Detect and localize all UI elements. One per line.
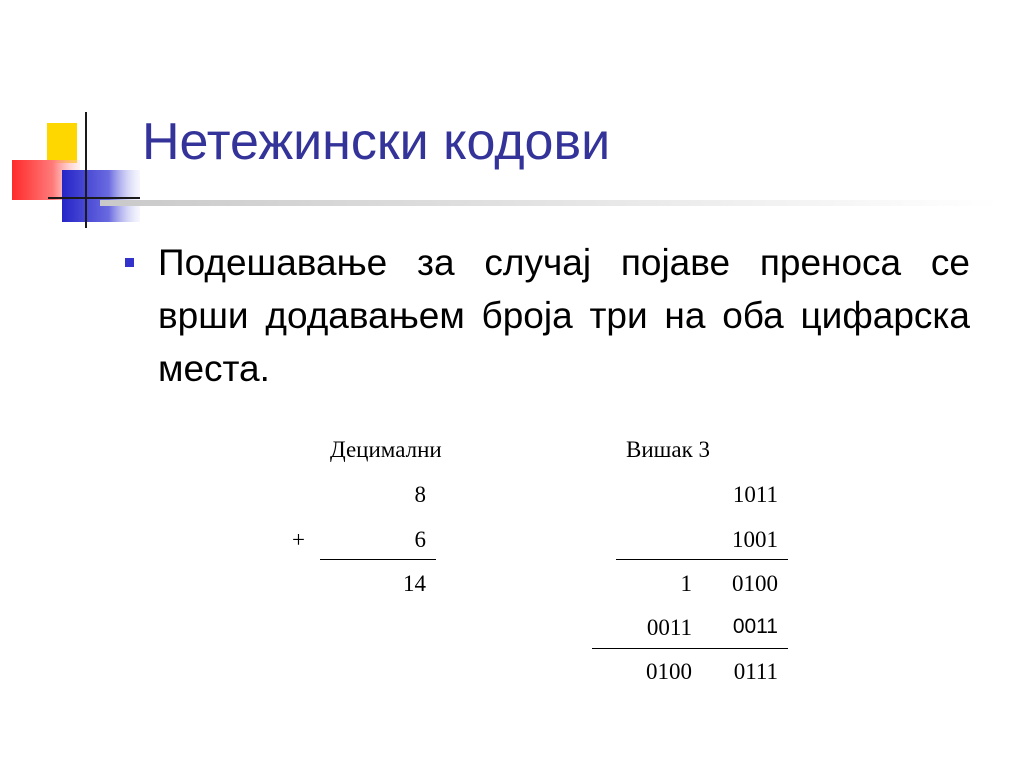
excess3-correction-line xyxy=(592,648,788,649)
excess3-operand-1: 1011 xyxy=(732,482,778,507)
decimal-operand-1: 8 xyxy=(414,482,426,507)
title-decoration xyxy=(0,0,140,230)
excess3-header: Вишак 3 xyxy=(626,437,710,462)
decimal-plus-sign: + xyxy=(292,527,305,552)
excess3-correction-low: 0011 xyxy=(732,615,778,638)
excess3-operand-2: 1001 xyxy=(732,527,778,552)
decimal-operand-2: 6 xyxy=(414,527,426,552)
decimal-header: Децимални xyxy=(330,437,442,462)
excess3-sum-low: 0100 xyxy=(732,571,778,596)
deco-blue-bar xyxy=(62,170,140,222)
decimal-sum-line xyxy=(320,559,436,560)
excess3-result-high: 0100 xyxy=(646,659,692,684)
excess3-carry-digit: 1 xyxy=(680,571,692,596)
excess3-result-low: 0111 xyxy=(733,659,778,684)
decimal-result: 14 xyxy=(403,571,426,596)
excess3-sum-line xyxy=(616,559,788,560)
bullet-text: Подешавање за случај појаве преноса се врши додавањем броја три на оба цифарска места. xyxy=(158,242,970,389)
title-underline xyxy=(100,200,1000,206)
slide-title: Нетежински кодови xyxy=(142,113,611,171)
deco-yellow-square xyxy=(47,123,77,163)
excess3-correction-high: 0011 xyxy=(646,615,692,640)
bullet-square-icon xyxy=(125,258,134,267)
